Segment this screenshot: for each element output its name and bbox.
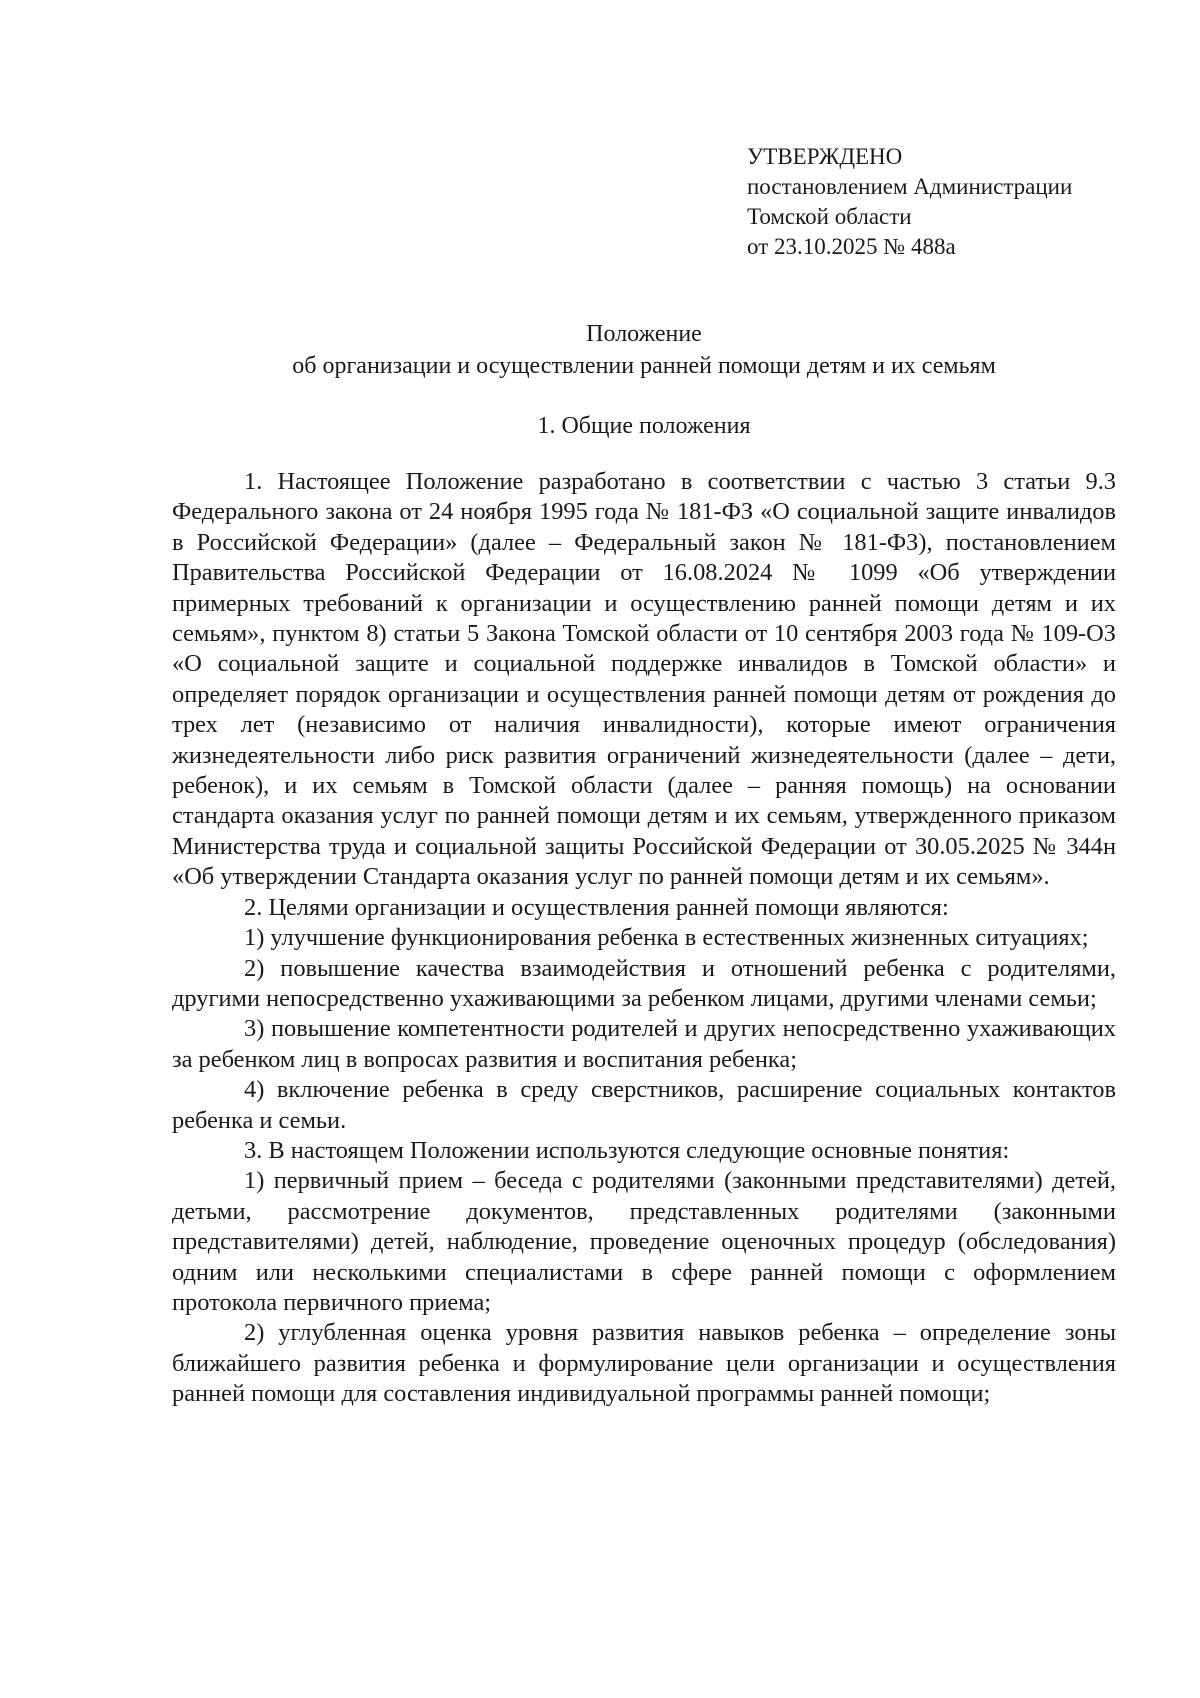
approval-stamp-block: [747, 142, 1072, 262]
paragraph-6: 4) включение ребенка в среду сверстников, расширение социальных контактов ребенка и семьи.: [172, 1076, 1116, 1134]
paragraph-5: 3) повышение компетентности родителей и других непосредственно ухаживающих за ребенком лиц в вопросах развития и воспитания ребенка;: [172, 1015, 1116, 1073]
paragraph-1: 1. Настоящее Положение разработано в соответствии с частью 3 статьи 9.3 Федерального закона от 24 ноября 1995 года № 181-ФЗ «О социальной защите инвалидов в Российской Федерации» (далее – Федеральный закон № 181-ФЗ), постановлением Правительства Российской Федерации от 16.08.2024 № 1099 «Об утверждении примерных требований к организации и осуществлению ранней помощи детям и их семьям», пунктом 8) статьи 5 Закона Томской области от 10 сентября 2003 года № 109-ОЗ «О социальной защите и социальной поддержке инвалидов в Томской области» и определяет порядок организации и осуществления ранней помощи детям от рождения до трех лет (независимо от наличия инвалидности), которые имеют ограничения жизнедеятельности либо риск развития ограничений жизнедеятельности (далее – дети, ребенок), и их семьям в Томской области (далее – ранняя помощь) на основании стандарта оказания услуг по ранней помощи детям и их семьям, утвержденного приказом Министерства труда и социальной защиты Российской Федерации от 30.05.2025 № 344н «Об утверждении Стандарта оказания услуг по ранней помощи детям и их семьям».: [172, 468, 1116, 891]
document-subtitle: об организации и осуществлении ранней помощи детям и их семьям: [292, 353, 996, 379]
document-body: [172, 467, 1116, 1410]
document-title: Положение: [586, 321, 702, 347]
paragraph-8: 1) первичный прием – беседа с родителями (законными представителями) детей, детьми, рассмотрение документов, представленных родителями (законными представителями) детей, наблюдение, проведение оценочных процедур (обследования) одним или несколькими специалистами в сфере ранней помощи с оформлением протокола первичного приема;: [172, 1167, 1116, 1316]
section-heading: 1. Общие положения: [537, 413, 751, 439]
paragraph-2: 2. Целями организации и осуществления ранней помощи являются:: [244, 893, 949, 921]
approval-region: Томской области: [747, 204, 912, 229]
paragraph-9: 2) углубленная оценка уровня развития навыков ребенка – определение зоны ближайшего развития ребенка и формулирование цели организации и осуществления ранней помощи для составления индивидуальной программы ранней помощи;: [172, 1319, 1116, 1408]
approval-date-number: от 23.10.2025 № 488а: [747, 234, 956, 259]
paragraph-3: 1) улучшение функционирования ребенка в естественных жизненных ситуациях;: [244, 924, 1089, 952]
approval-heading: УТВЕРЖДЕНО: [747, 144, 903, 169]
paragraph-7: 3. В настоящем Положении используются следующие основные понятия:: [244, 1136, 1010, 1164]
approval-issuer: постановлением Администрации: [747, 174, 1073, 199]
paragraph-4: 2) повышение качества взаимодействия и отношений ребенка с родителями, другими непосредственно ухаживающими за ребенком лицами, другими членами семьи;: [172, 954, 1116, 1012]
